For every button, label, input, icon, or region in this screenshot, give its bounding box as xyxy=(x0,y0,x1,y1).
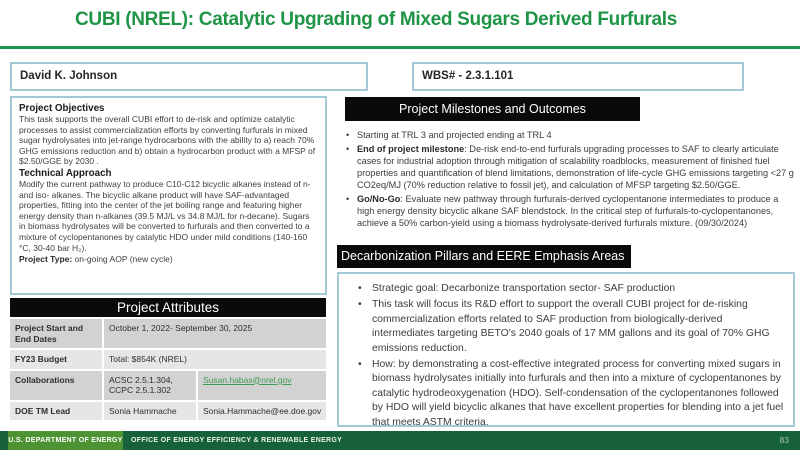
footer-doe-block: U.S. DEPARTMENT OF ENERGY xyxy=(8,431,123,450)
project-type-value: on-going AOP (new cycle) xyxy=(72,254,173,265)
page-title: CUBI (NREL): Catalytic Upgrading of Mixed Sugars Derived Furfurals xyxy=(74,9,677,30)
page-number: 83 xyxy=(779,435,789,445)
project-attributes-header xyxy=(10,298,326,317)
milestones-bullet-list xyxy=(345,129,797,231)
wbs-number: WBS# - 2.3.1.101 xyxy=(422,70,514,82)
milestone-item-end-of-project: • End of project milestone: De-risk end-to-end furfurals upgrading processes to SAF to clearly articulate cases for industrial adoption through mitigation of scalability roadblocks, measurement of finished fuel properties and quantification of blend limitations, demonstration of life-cycle GHG emissions targeting <27 g CO2eq/MJ (70% reduction relative to fossil jet), and calculation of MFSP targeting $2.50/GGE. xyxy=(345,143,797,191)
attr-row-tmlead-email: Sonia.Hammache@ee.doe.gov xyxy=(198,402,326,421)
technical-approach-body: Modify the current pathway to produce C10-C12 bicyclic alkanes instead of n- and iso- alkanes. The bicyclic alkane product will have SAF-advantaged properties, fitting into the center of the jet boiling range and featuring higher energy density than n-alkanes (39.5 MJ/L vs 34.8 MJ/L for n-decane). Sugars in biomass hydrolysates will be converted to furfurals and then converted to a mixture of cyclopentanones by catalytic HDO under mild conditions (140-160 °C, 30-40 bar H₂). xyxy=(19,178,311,253)
wbs-number-box xyxy=(412,62,744,91)
title-divider-rule xyxy=(0,46,800,49)
objectives-body: This task supports the overall CUBI effort to de-risk and optimize catalytic processes to assist commercialization efforts by converting furfurals in mixed sugar hydrolysates into jet-range hydrocarbons with the ability to a) reach 70% GHG emissions reduction and b) obtain a hydrocarbon product with a MFSP of $2.50/GGE by 2030 . xyxy=(19,114,316,167)
objectives-heading: Project Objectives xyxy=(19,103,105,114)
decarbonization-section-header xyxy=(337,245,631,268)
decarbonization-section-title: Decarbonization Pillars and EERE Emphasis Areas xyxy=(341,249,625,263)
attr-row-dates-label: Project Start and End Dates xyxy=(10,319,102,348)
attr-row-collab-email xyxy=(198,371,326,400)
milestones-section-header xyxy=(345,97,640,121)
decarb-item-strategic-goal: • Strategic goal: Decarbonize transportation sector- SAF production xyxy=(339,282,785,296)
footer-bar xyxy=(0,431,800,450)
decarbonization-bullet-list xyxy=(339,282,785,430)
decarb-item-task-focus: • This task will focus its R&D effort to support the overall CUBI project for de-risking commercialization efforts related to SAF production from biologically-derived intermediates targeting BETO’s 2040 goals of 17 MM gallons and its goal of 70% GHG emissions reduction. xyxy=(339,298,785,356)
attr-row-budget-label: FY23 Budget xyxy=(10,350,102,369)
project-type-label: Project Type: xyxy=(19,254,73,265)
decarb-item-how: • How: by demonstrating a cost-effective integrated process for converting mixed sugars in biomass hydrolysates initially into furfurals and then into a mixture of cyclopentanones by catalytic hydrodeoxygenation (HDO). Self-condensation of the cyclopentanones followed by HDO will yield bicyclic alkanes that have excellent properties for blending into a jet fuel that meets ASTM criteria. xyxy=(339,358,785,430)
milestone-item-trl: • Starting at TRL 3 and projected ending at TRL 4 xyxy=(345,129,797,141)
collaborator-email-link[interactable]: Susan.habas@nrel.gov xyxy=(203,374,292,385)
attr-row-dates-value: October 1, 2022- September 30, 2025 xyxy=(104,319,326,348)
milestone-item-go-no-go: • Go/No-Go: Evaluate new pathway through furfurals-derived cyclopentanone intermediates to produce a high energy density bicyclic alkane SAF blendstock. In the critical step of furfurals-to-cyclopentanones, achieve a 50% carbon-yield using a biomass hydrolysate-derived furfurals mixture. (09/30/2024) xyxy=(345,193,797,229)
attr-row-collab-value: ACSC 2.5.1.304, CCPC 2.5.1.302 xyxy=(104,371,196,400)
principal-investigator-name: David K. Johnson xyxy=(20,70,118,82)
attr-row-budget-value: Total: $854K (NREL) xyxy=(104,350,326,369)
attr-row-collab-label: Collaborations xyxy=(10,371,102,400)
technical-approach-heading: Technical Approach xyxy=(19,167,112,179)
footer-office-label: OFFICE OF ENERGY EFFICIENCY & RENEWABLE ENERGY xyxy=(131,437,343,444)
principal-investigator-box xyxy=(10,62,368,91)
project-type-line xyxy=(19,254,318,265)
project-attributes-title: Project Attributes xyxy=(116,300,220,315)
project-objectives-box xyxy=(10,96,327,295)
milestones-section-title: Project Milestones and Outcomes xyxy=(399,102,586,116)
attr-row-tmlead-value: Sonia Hammache xyxy=(104,402,196,421)
attr-row-tmlead-label: DOE TM Lead xyxy=(10,402,102,421)
project-attributes-table xyxy=(10,319,326,420)
decarbonization-box xyxy=(337,272,795,427)
